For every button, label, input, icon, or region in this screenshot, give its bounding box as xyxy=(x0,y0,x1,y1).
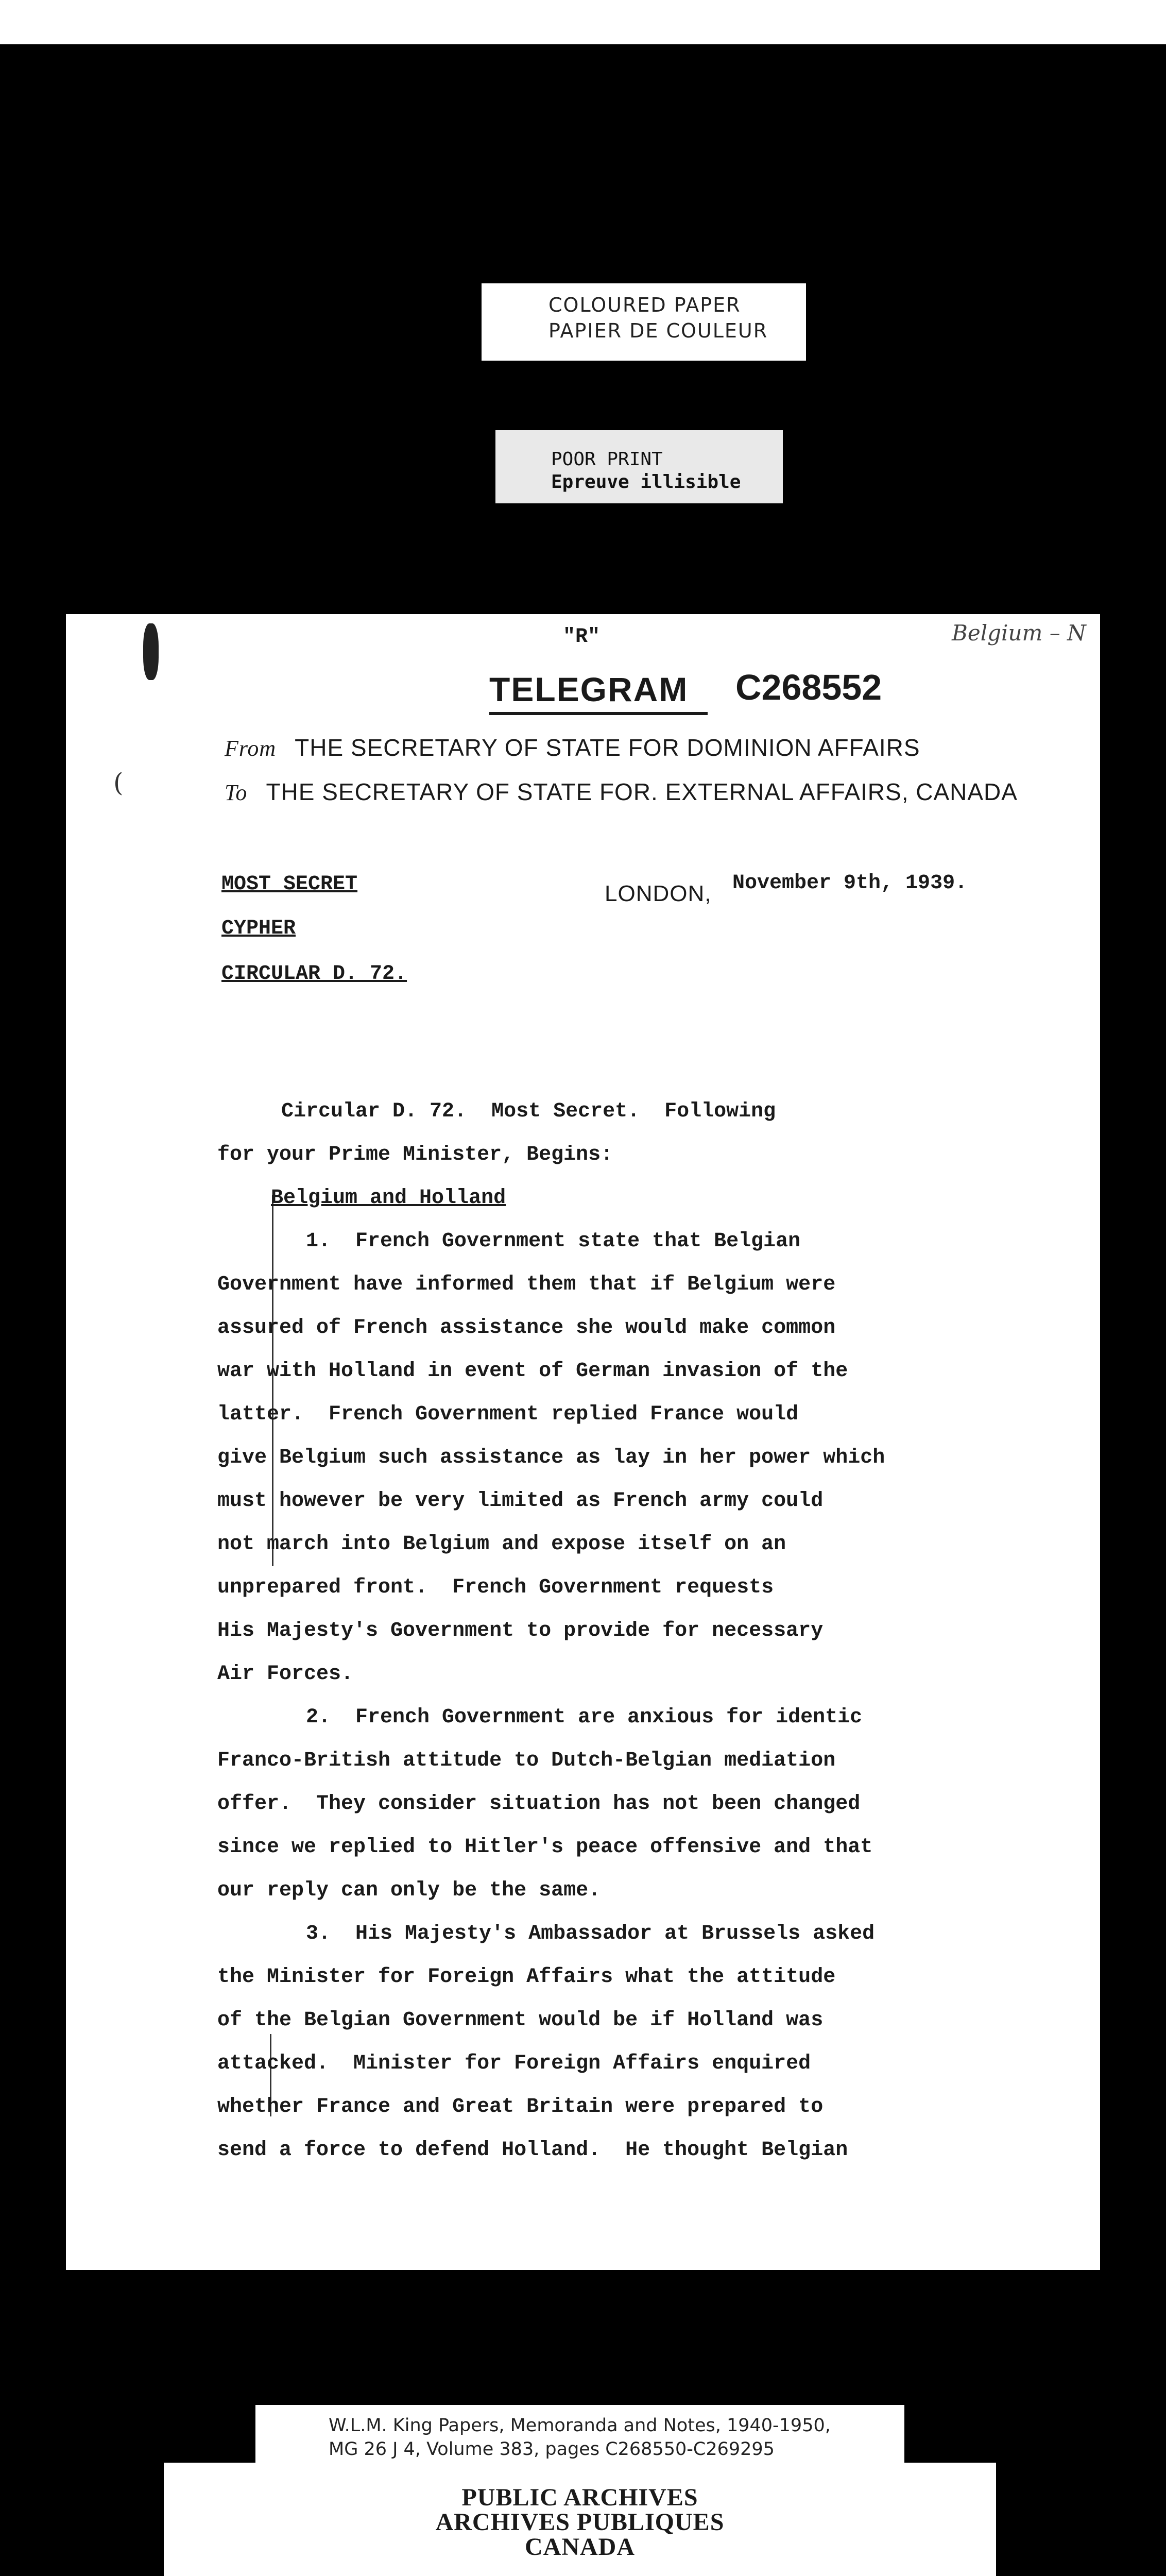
body-line: whether France and Great Britain were prepared to xyxy=(217,2095,824,2119)
archive-citation-line: MG 26 J 4, Volume 383, pages C268550-C269295 xyxy=(329,2439,775,2460)
telegram-title: TELEGRAM xyxy=(489,670,689,708)
body-line: Franco-British attitude to Dutch-Belgian mediation xyxy=(217,1749,836,1772)
margin-bracket-mark: ( xyxy=(113,768,124,798)
body-line: attacked. Minister for Foreign Affairs enquired xyxy=(217,2052,811,2075)
body-line: send a force to defend Holland. He thought Belgian xyxy=(217,2139,848,2162)
telegram-page xyxy=(66,614,1100,2270)
circular-reference: CIRCULAR D. 72. xyxy=(221,962,407,986)
body-line: give Belgium such assistance as lay in her power which xyxy=(217,1446,885,1469)
body-line: must however be very limited as French army could xyxy=(217,1489,824,1513)
body-line: unprepared front. French Government requests xyxy=(217,1576,774,1599)
poor-print-label-en: POOR PRINT xyxy=(551,449,663,470)
coloured-paper-label-fr: PAPIER DE COULEUR xyxy=(548,319,768,342)
body-line: for your Prime Minister, Begins: xyxy=(217,1143,613,1166)
body-line: 1. French Government state that Belgian xyxy=(306,1230,801,1253)
body-line: the Minister for Foreign Affairs what the attitude xyxy=(217,1965,836,1989)
body-line: not march into Belgium and expose itself on an xyxy=(217,1533,786,1556)
body-line: latter. French Government replied France would xyxy=(217,1403,799,1426)
telegram-date: November 9th, 1939. xyxy=(732,872,968,895)
from-label: From xyxy=(225,736,277,761)
classification-cypher: CYPHER xyxy=(221,917,296,940)
from-value: THE SECRETARY OF STATE FOR DOMINION AFFAIRS xyxy=(295,734,920,761)
body-line: Air Forces. xyxy=(217,1663,354,1686)
poor-print-label-fr: Epreuve illisible xyxy=(551,471,741,493)
body-line: 2. French Government are anxious for identic xyxy=(306,1706,863,1729)
telegram-body xyxy=(217,1047,1085,2172)
classification-most-secret: MOST SECRET xyxy=(221,873,358,896)
body-line: since we replied to Hitler's peace offensive and that xyxy=(217,1836,873,1859)
coloured-paper-label-en: COLOURED PAPER xyxy=(548,294,741,316)
card-notch-right xyxy=(904,2405,996,2463)
archive-stamp-line: ARCHIVES PUBLIQUES xyxy=(435,2509,725,2536)
from-line xyxy=(225,734,920,761)
document-number: C268552 xyxy=(735,667,882,707)
body-line: His Majesty's Government to provide for necessary xyxy=(217,1619,824,1642)
coloured-paper-label xyxy=(482,283,806,361)
scan-top-strip xyxy=(0,0,1166,44)
body-line: 3. His Majesty's Ambassador at Brussels asked xyxy=(306,1922,875,1945)
place-of-origin: LONDON, xyxy=(605,881,712,906)
body-line: war with Holland in event of German invasion of the xyxy=(217,1360,848,1383)
corner-smudge xyxy=(143,623,159,680)
to-label: To xyxy=(225,780,248,805)
section-heading: Belgium and Holland xyxy=(271,1187,506,1210)
title-underline xyxy=(489,712,708,715)
handwritten-note: Belgium – N xyxy=(952,620,1086,646)
classification-mark: "R" xyxy=(563,625,601,649)
body-line: Circular D. 72. Most Secret. Following xyxy=(281,1100,776,1123)
poor-print-label xyxy=(495,430,783,503)
archive-citation-line: W.L.M. King Papers, Memoranda and Notes, 1940-1950, xyxy=(329,2415,831,2436)
body-line: of the Belgian Government would be if Holland was xyxy=(217,2009,824,2032)
to-value: THE SECRETARY OF STATE FOR. EXTERNAL AFFAIRS, CANADA xyxy=(266,778,1018,805)
archive-stamp-line: PUBLIC ARCHIVES xyxy=(461,2484,698,2511)
body-line: offer. They consider situation has not been changed xyxy=(217,1792,861,1816)
body-line: our reply can only be the same. xyxy=(217,1879,601,1902)
body-line: Government have informed them that if Belgium were xyxy=(217,1273,836,1296)
to-line xyxy=(225,778,1018,806)
archive-stamp-line: CANADA xyxy=(525,2533,635,2561)
archive-citation-card xyxy=(164,2405,996,2576)
body-line: assured of French assistance she would make common xyxy=(217,1316,836,1340)
card-notch-left xyxy=(164,2405,255,2463)
